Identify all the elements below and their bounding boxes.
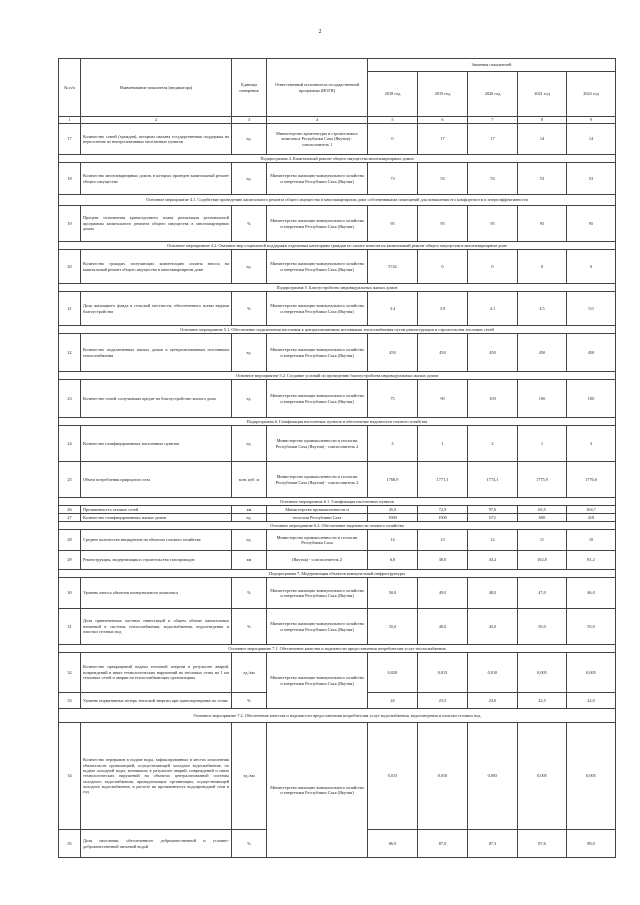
section-row <box>59 418 616 426</box>
row-indicator: Количество семей, получивших кредит на благоустройство жилого дома <box>81 380 232 418</box>
row-value: 95 <box>418 206 468 242</box>
table-row <box>59 506 616 514</box>
section-title: Основное мероприятие 6.2. Обеспечение надежности газового хозяйства <box>59 522 616 530</box>
section-row <box>59 709 616 723</box>
row-num: 18 <box>59 163 81 195</box>
row-num: 33 <box>59 693 81 709</box>
row-value: 0,005 <box>567 723 616 830</box>
header-year: 2019 год <box>418 72 468 117</box>
row-executor: Министерство жилищно-коммунального хозяйства и энергетики Республики Саха (Якутия) <box>267 250 368 284</box>
row-unit: км <box>232 551 267 570</box>
row-value: 53 <box>418 163 468 195</box>
section-row <box>59 570 616 578</box>
row-executor: Министерство жилищно-коммунального хозяйства и энергетики Республики Саха (Якутия) <box>267 653 368 709</box>
section-title: Основное мероприятие 7.1. Обеспечение качества и надежности предоставления потребителям услуг теплоснабжения <box>59 645 616 653</box>
row-executor: Министерство жилищно-коммунального хозяйства и энергетики Республики Саха (Якутия) <box>267 206 368 242</box>
table-row <box>59 514 616 522</box>
row-unit: ед. <box>232 334 267 372</box>
row-value: 1776,6 <box>567 462 616 498</box>
row-indicator: Количество семей (граждан), которым оказана государственная поддержка на переселение из неперспективных населенных пунктов <box>81 124 232 155</box>
row-value: 14 <box>518 124 567 155</box>
row-value: 49,0 <box>418 578 468 609</box>
row-indicator: Объем потребления природного газа <box>81 462 232 498</box>
col-index: 1 <box>59 117 81 124</box>
row-indicator: Реконструкция, модернизация и строительство газопроводов <box>81 551 232 570</box>
col-index: 6 <box>418 117 468 124</box>
row-num: 25 <box>59 462 81 498</box>
row-value: 95 <box>567 206 616 242</box>
col-index: 9 <box>567 117 616 124</box>
section-title: Основное мероприятие 4.1. Содействие проведению капитального ремонта общего имущества в многоквартирном доме собственниками помещений для повышения его комфортности и энергоэффективности <box>59 195 616 206</box>
row-num: 20 <box>59 250 81 284</box>
page-number: 2 <box>318 29 322 35</box>
row-value: 5742 <box>368 250 418 284</box>
table-row <box>59 462 616 498</box>
row-value: 102,8 <box>518 551 567 570</box>
header-name: Наименование показателя (индикатора) <box>81 59 232 117</box>
row-executor: Министерство жилищно-коммунального хозяйства и энергетики Республики Саха (Якутия) <box>267 609 368 645</box>
row-value: 17 <box>418 124 468 155</box>
table-row <box>59 124 616 155</box>
row-value: 0,010 <box>468 653 518 693</box>
row-indicator: Процент исполнения краткосрочного плана реализации региональной программы капитального ремонта общего имущества в многоквартирных домах <box>81 206 232 242</box>
col-index: 4 <box>267 117 368 124</box>
row-value: 3.9 <box>418 292 468 326</box>
row-executor: Министерство жилищно-коммунального хозяйства и энергетики Республики Саха (Якутия) <box>267 380 368 418</box>
row-unit: км <box>232 506 267 514</box>
row-executor: Министерство жилищно-коммунального хозяйства и энергетики Республики Саха (Якутия) <box>267 292 368 326</box>
row-value: 100 <box>518 380 567 418</box>
row-value: 86,9 <box>368 830 418 858</box>
row-indicator: Количество газифицированных жилых домов <box>81 514 232 522</box>
row-indicator: Уровень нормативных потерь тепловой энергии при транспортировке по сетям <box>81 693 232 709</box>
row-indicator: Доля жилищного фонда в сельской местности, обеспеченного всеми видами благоустройства <box>81 292 232 326</box>
row-value: 88,0 <box>567 830 616 858</box>
row-value: 450 <box>518 334 567 372</box>
table-row <box>59 334 616 372</box>
table-row <box>59 723 616 830</box>
header-year: 2020 год <box>468 72 518 117</box>
row-value: 14 <box>567 124 616 155</box>
row-num: 26 <box>59 506 81 514</box>
row-value: 72,9 <box>418 506 468 514</box>
row-value: 53 <box>518 163 567 195</box>
row-value: 53 <box>567 163 616 195</box>
row-value: 87,0 <box>418 830 468 858</box>
row-num: 32 <box>59 653 81 693</box>
table-row <box>59 530 616 551</box>
row-num: 35 <box>59 830 81 858</box>
row-value: 1900 <box>368 514 418 522</box>
row-value: 4.5 <box>518 292 567 326</box>
section-row <box>59 645 616 653</box>
section-title: Подпрограмма 5. Благоустройство индивидуальных жилых домов <box>59 284 616 292</box>
row-indicator: Среднее количество инцидентов на объектах газового хозяйства <box>81 530 232 551</box>
row-value: 23,0 <box>468 693 518 709</box>
table-row <box>59 380 616 418</box>
row-executor: Министерство жилищно-коммунального хозяйства и энергетики Республики Саха (Якутия) <box>267 578 368 609</box>
row-executor: Министерство промышленности и геологии Республики Саха <box>267 530 368 551</box>
row-value: 95 <box>368 206 418 242</box>
row-value: 50,0 <box>518 609 567 645</box>
row-value: 87,3 <box>468 830 518 858</box>
row-value: 17 <box>468 124 518 155</box>
row-value: 24 <box>368 693 418 709</box>
row-value: 0 <box>567 250 616 284</box>
row-unit: ед. <box>232 514 267 522</box>
row-indicator: Количество прекращений подачи тепловой энергии в результате аварий, повреждений и иных технологических нарушений на тепловых сетях на 1 км тепловых сетей и аварии на теплоснабжающих организациях <box>81 653 232 693</box>
row-value: 48,0 <box>468 578 518 609</box>
row-value: 50,0 <box>368 578 418 609</box>
header-year: 2021 год <box>518 72 567 117</box>
row-value: 0 <box>518 250 567 284</box>
row-value: 95 <box>518 206 567 242</box>
row-unit: ед. <box>232 124 267 155</box>
row-value: 43,2 <box>468 551 518 570</box>
row-num: 21 <box>59 292 81 326</box>
row-value: 100 <box>468 380 518 418</box>
row-value: 690 <box>518 514 567 522</box>
col-index: 2 <box>81 117 232 124</box>
row-executor: геологии Республики Саха <box>267 514 368 522</box>
section-title: Основное мероприятие 6.1. Газификация населенных пунктов <box>59 498 616 506</box>
row-value: 450 <box>418 334 468 372</box>
col-index: 3 <box>232 117 267 124</box>
table-row <box>59 653 616 693</box>
row-value: 450 <box>368 334 418 372</box>
row-value: 1775,9 <box>518 462 567 498</box>
row-unit: % <box>232 206 267 242</box>
row-value: 0,015 <box>418 653 468 693</box>
row-value: 5.0 <box>567 292 616 326</box>
row-value: 90 <box>418 380 468 418</box>
row-unit: % <box>232 578 267 609</box>
section-title: Основное мероприятие 5.2. Создание условий по проведению благоустройства индивидуальных жилых домов <box>59 372 616 380</box>
row-value: 73 <box>368 163 418 195</box>
header-values-group: Значения показателей <box>368 59 616 72</box>
row-value: 35,0 <box>368 609 418 645</box>
row-num: 28 <box>59 530 81 551</box>
header-year: 2018 год <box>368 72 418 117</box>
section-row <box>59 498 616 506</box>
row-unit: ед. <box>232 380 267 418</box>
row-value: 65,5 <box>518 506 567 514</box>
indicators-table <box>58 58 616 858</box>
row-value: 10 <box>567 530 616 551</box>
row-value: 95 <box>468 206 518 242</box>
row-executor: Министерство жилищно-коммунального хозяйства и энергетики Республики Саха (Якутия) <box>267 334 368 372</box>
row-indicator: Протяженность газовых сетей <box>81 506 232 514</box>
row-unit: % <box>232 830 267 858</box>
row-num: 17 <box>59 124 81 155</box>
row-value: 75 <box>368 380 418 418</box>
row-value: 53 <box>468 163 518 195</box>
section-title: Основное мероприятие 7.2. Обеспечение качества и надежности предоставления потребителям услуг водоснабжения, водоотведения и очистки сточных вод <box>59 709 616 723</box>
row-unit: ед./км <box>232 723 267 830</box>
row-value: 22,5 <box>518 693 567 709</box>
row-value: 4.1 <box>468 292 518 326</box>
row-num: 29 <box>59 551 81 570</box>
row-value: 1 <box>518 426 567 462</box>
row-value: 0,005 <box>567 653 616 693</box>
row-value: 1774,1 <box>468 462 518 498</box>
row-indicator: Доля населения, обеспеченного доброкачественной и условно-доброкачественной питьевой водой <box>81 830 232 858</box>
row-value: 23,5 <box>418 693 468 709</box>
row-executor: Министерство промышленности и <box>267 506 368 514</box>
row-value: 6,8 <box>368 551 418 570</box>
row-value: 46,0 <box>567 578 616 609</box>
section-title: Основное мероприятие 4.2. Оказание мер социальной поддержки отдельным категориям граждан по оплате взносов на капитальный ремонт общего имущества в многоквартирном доме <box>59 242 616 250</box>
row-unit: % <box>232 609 267 645</box>
row-num: 19 <box>59 206 81 242</box>
row-num: 24 <box>59 426 81 462</box>
row-indicator: Количество перерывов в подаче воды, зафиксированных в местах исполнения обязательств организацией, осуществляющей холодное водоснабжение, по подаче холодной воды, возникших в результате аварий, повреждений и иных технологических нарушений на объектах централизованной системы холодного водоснабжения, принадлежащих организации, осуществляющей холодное водоснабжение, в расчете на протяженность водопроводной сети в год <box>81 723 232 830</box>
row-num: 34 <box>59 723 81 830</box>
table-row <box>59 551 616 570</box>
row-value: 418 <box>567 514 616 522</box>
row-value: 3 <box>368 426 418 462</box>
row-value: 47,0 <box>518 578 567 609</box>
row-value: 0 <box>368 124 418 155</box>
row-executor: Министерство жилищно-коммунального хозяйства и энергетики Республики Саха (Якутия) <box>267 723 368 858</box>
row-indicator: Доля привлеченных частных инвестиций в общем объеме капитальных вложений в системы теплоснабжения, водоснабжения, водоотведения и очистки сточных вод <box>81 609 232 645</box>
table-row <box>59 292 616 326</box>
row-value: 3 <box>567 426 616 462</box>
row-value: 1771,1 <box>418 462 468 498</box>
table-row <box>59 609 616 645</box>
row-value: 38,0 <box>418 551 468 570</box>
row-indicator: Уровень износа объектов коммунального комплекса <box>81 578 232 609</box>
header-executor: Ответственный исполнитель государственной программы (ИОГВ) <box>267 59 368 117</box>
row-value: 0,005 <box>518 653 567 693</box>
row-value: 14 <box>368 530 418 551</box>
row-value: 672 <box>468 514 518 522</box>
table-row <box>59 578 616 609</box>
row-value: 3.4 <box>368 292 418 326</box>
row-indicator: Количество газифицированных населенных пунктов <box>81 426 232 462</box>
row-value: 104,7 <box>567 506 616 514</box>
section-row <box>59 522 616 530</box>
row-unit: % <box>232 292 267 326</box>
row-value: 45,0 <box>468 609 518 645</box>
row-value: 0,005 <box>468 723 518 830</box>
row-indicator: Количество граждан, получающих компенсацию оплаты взноса на капитальный ремонт общего имущества в многоквартирном доме <box>81 250 232 284</box>
row-value: 55,0 <box>567 609 616 645</box>
row-value: 45,0 <box>368 506 418 514</box>
row-unit: млн. куб. м <box>232 462 267 498</box>
col-index: 8 <box>518 117 567 124</box>
section-row <box>59 242 616 250</box>
row-unit: ед. <box>232 250 267 284</box>
row-num: 27 <box>59 514 81 522</box>
row-value: 0 <box>468 250 518 284</box>
section-row <box>59 372 616 380</box>
table-row <box>59 163 616 195</box>
row-unit: % <box>232 693 267 709</box>
section-title: Основное мероприятие 5.1. Обеспечение подключения населения к централизованным источникам теплоснабжения путем реконструкции и строительства тепловых сетей <box>59 326 616 334</box>
row-executor: (Якутия) - соисполнитель 2 <box>267 551 368 570</box>
section-row <box>59 195 616 206</box>
row-value: 1900 <box>418 514 468 522</box>
row-value: 2 <box>468 426 518 462</box>
col-index: 5 <box>368 117 418 124</box>
section-row <box>59 155 616 163</box>
row-num: 22 <box>59 334 81 372</box>
row-num: 30 <box>59 578 81 609</box>
row-num: 23 <box>59 380 81 418</box>
row-value: 450 <box>468 334 518 372</box>
row-value: 11 <box>518 530 567 551</box>
row-value: 100 <box>567 380 616 418</box>
row-value: 0,015 <box>368 723 418 830</box>
row-value: 13 <box>418 530 468 551</box>
row-value: 0 <box>418 250 468 284</box>
row-executor: Министерство промышленности и геологии Республики Саха (Якутия) - соисполнитель 2 <box>267 426 368 462</box>
header-unit: Единица измерения <box>232 59 267 117</box>
row-value: 1768,9 <box>368 462 418 498</box>
section-title: Подпрограмма 4. Капитальный ремонт общего имущества многоквартирных домов <box>59 155 616 163</box>
row-value: 1 <box>418 426 468 462</box>
table-row <box>59 426 616 462</box>
row-value: 0,020 <box>368 653 418 693</box>
table-row <box>59 206 616 242</box>
row-value: 40,0 <box>418 609 468 645</box>
row-indicator: Количество подключенных жилых домов к централизованным источникам теплоснабжения <box>81 334 232 372</box>
table-row <box>59 250 616 284</box>
header-num: № п/п <box>59 59 81 117</box>
row-value: 0,010 <box>418 723 468 830</box>
row-unit: ед./км <box>232 653 267 693</box>
section-title: Подпрограмма 6. Газификация населенных пунктов и обеспечение надежности газового хозяйства <box>59 418 616 426</box>
header-year: 2022 год <box>567 72 616 117</box>
row-executor: Министерство архитектуры и строительного комплекса Республики Саха (Якутия) - соисполнитель 1 <box>267 124 368 155</box>
row-executor: Министерство промышленности и геологии Республики Саха (Якутия) - соисполнитель 2 <box>267 462 368 498</box>
row-value: 87,6 <box>518 830 567 858</box>
row-unit: ед. <box>232 530 267 551</box>
row-value: 12 <box>468 530 518 551</box>
row-executor: Министерство жилищно-коммунального хозяйства и энергетики Республики Саха (Якутия) <box>267 163 368 195</box>
row-num: 31 <box>59 609 81 645</box>
section-row <box>59 284 616 292</box>
section-row <box>59 326 616 334</box>
row-unit: ед. <box>232 426 267 462</box>
row-unit: ед. <box>232 163 267 195</box>
row-value: 97,6 <box>468 506 518 514</box>
row-value: 450 <box>567 334 616 372</box>
section-title: Подпрограмма 7. Модернизация объектов коммунальной инфраструктуры <box>59 570 616 578</box>
row-indicator: Количество многоквартирных домов, в которых проведен капитальный ремонт общего имущества <box>81 163 232 195</box>
row-value: 0,005 <box>518 723 567 830</box>
col-index: 7 <box>468 117 518 124</box>
row-value: 81,2 <box>567 551 616 570</box>
row-value: 22,0 <box>567 693 616 709</box>
